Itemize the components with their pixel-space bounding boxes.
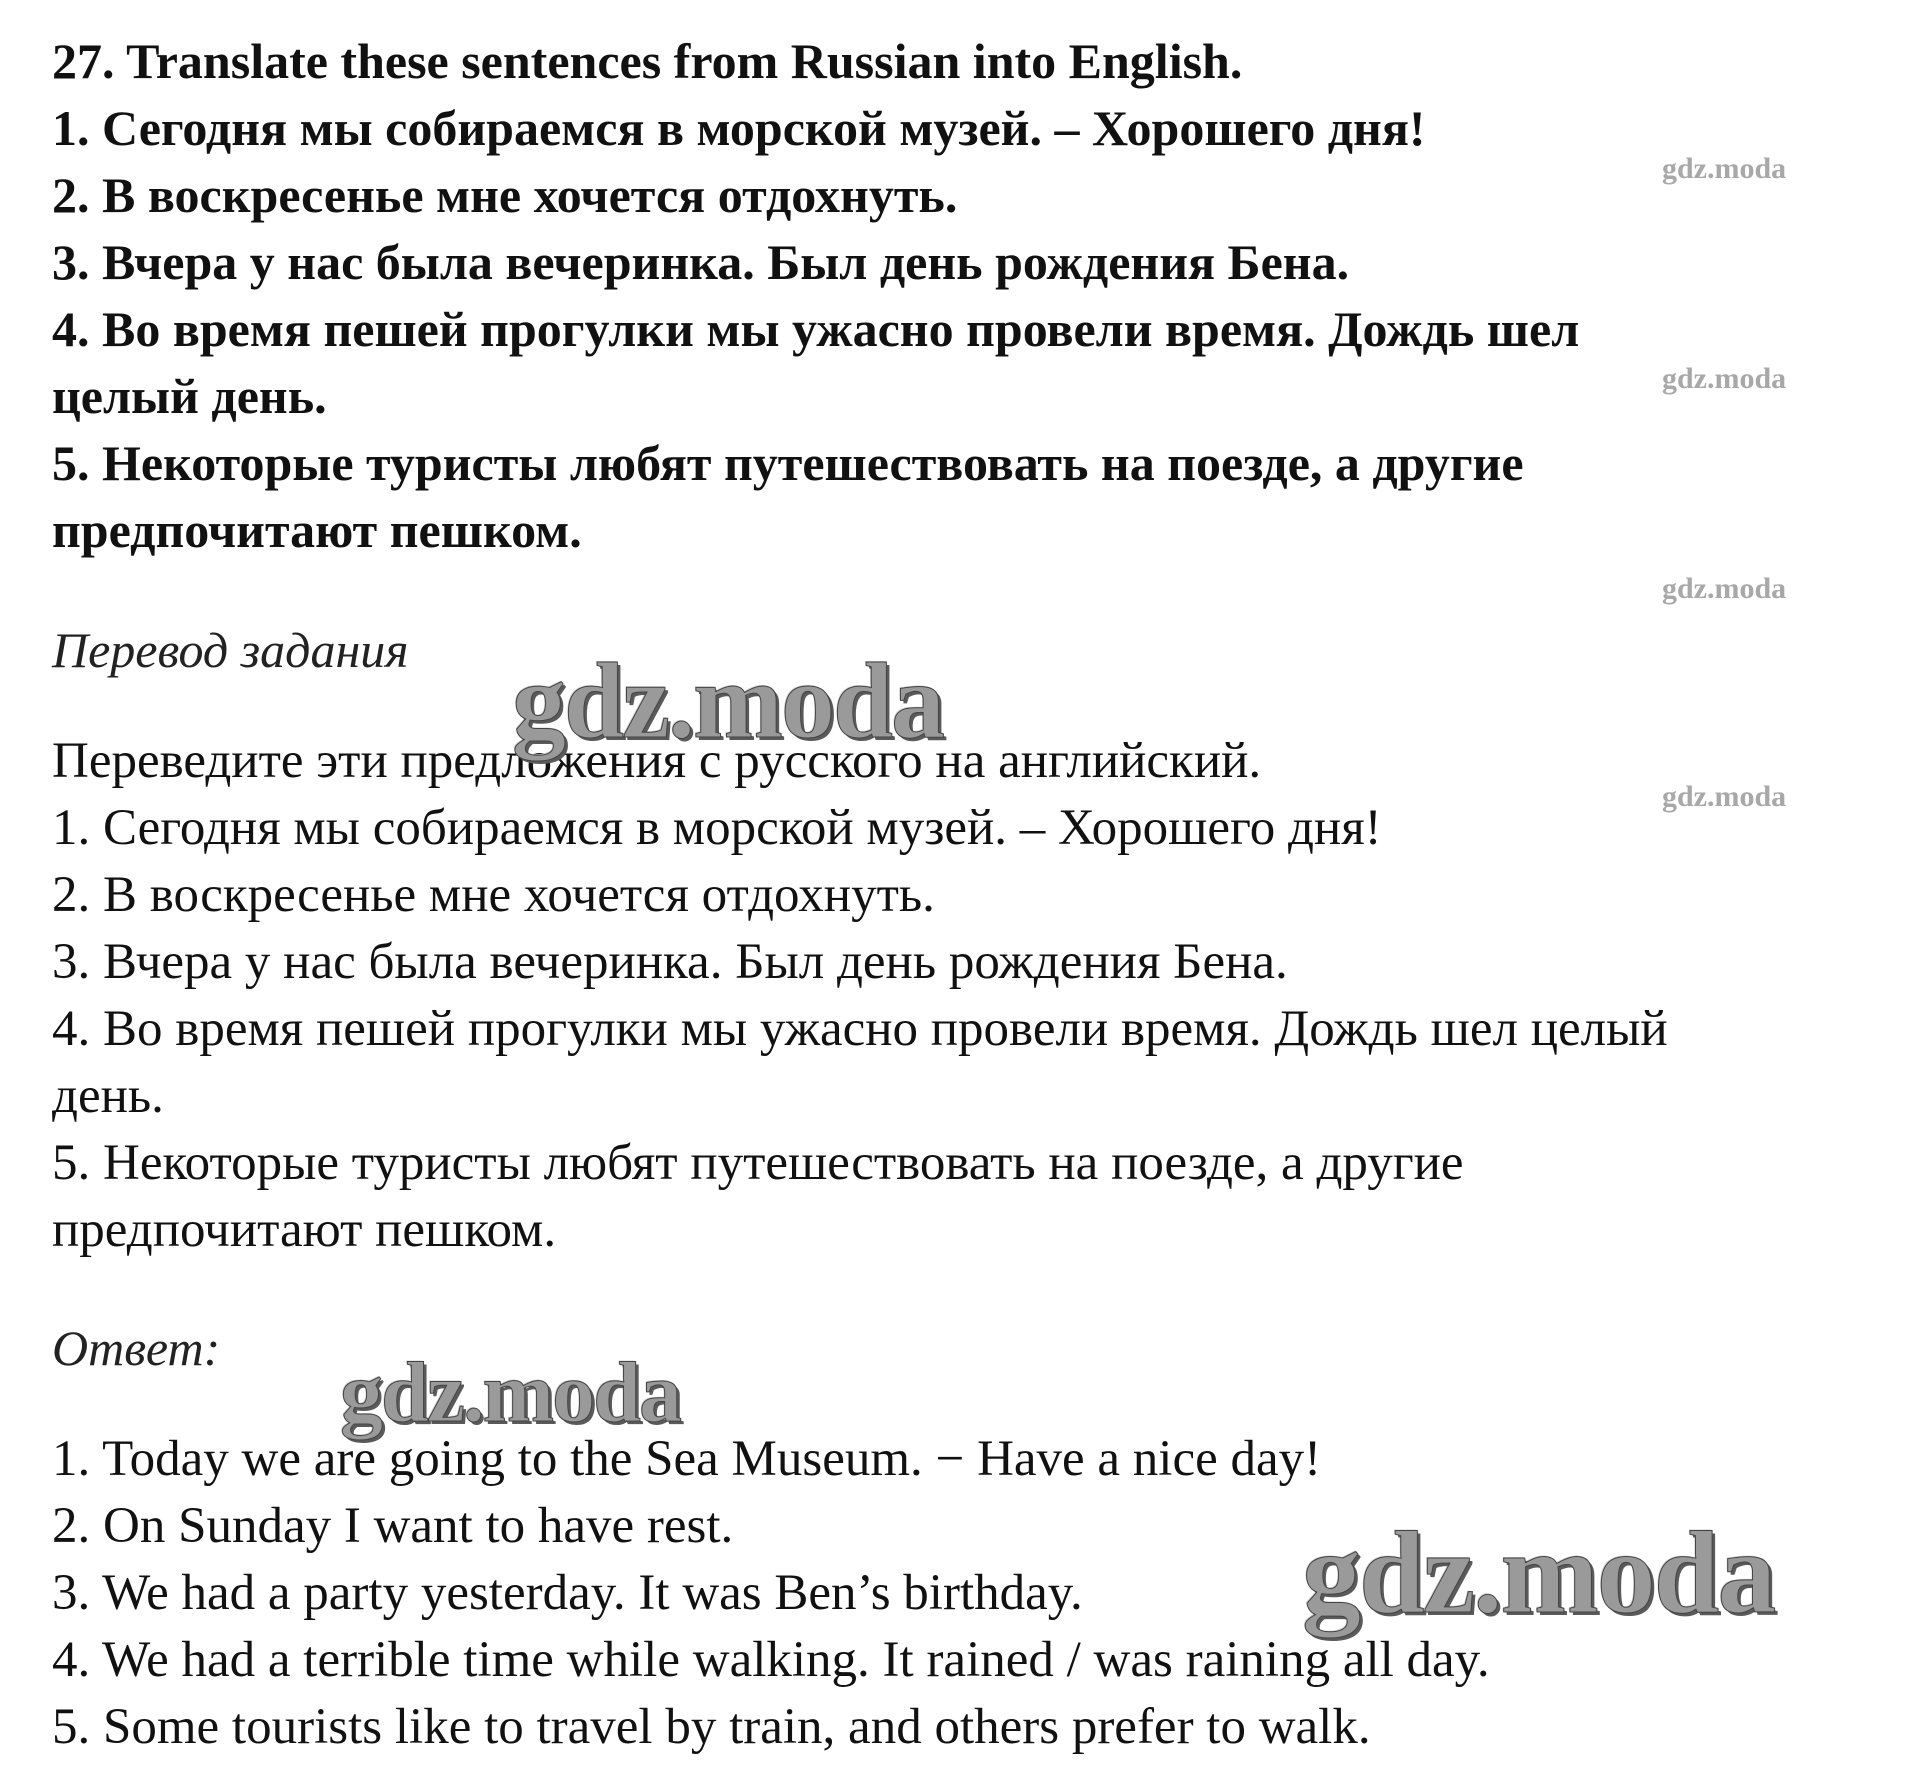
translation-line-5: 5. Некоторые туристы любят путешествовать на поезде, а другие [52, 1135, 1464, 1191]
translation-block [52, 728, 1922, 1264]
task-line-5-cont: предпочитают пешком. [52, 502, 582, 558]
translation-line-1: 1. Сегодня мы собираемся в морской музей. – Хорошего дня! [52, 800, 1382, 856]
watermark-small: gdz.moda [1662, 152, 1787, 185]
answer-line-4: 4. We had a terrible time while walking. It rained / was raining all day. [52, 1632, 1490, 1688]
task-line-4-cont: целый день. [52, 368, 327, 424]
answer-heading: Ответ: [52, 1320, 221, 1376]
translation-line-4: 4. Во время пешей прогулки мы ужасно провели время. Дождь шел целый [52, 1001, 1668, 1057]
translation-line-4-cont: день. [52, 1068, 164, 1124]
translation-intro: Переведите эти предложения с русского на английский. [52, 733, 1262, 789]
watermark-large: gdz.moda [1302, 1507, 1775, 1638]
answer-line-2: 2. On Sunday I want to have rest. [52, 1498, 734, 1554]
task-block [52, 28, 1912, 564]
watermark-small: gdz.moda [1662, 780, 1787, 813]
translation-line-5-cont: предпочитают пешком. [52, 1202, 557, 1258]
translation-line-2: 2. В воскресенье мне хочется отдохнуть. [52, 867, 935, 923]
task-line-3: 3. Вчера у нас была вечеринка. Был день рождения Бена. [52, 234, 1350, 290]
task-line-1: 1. Сегодня мы собираемся в морской музей. – Хорошего дня! [52, 100, 1426, 156]
watermark-small: gdz.moda [1662, 362, 1787, 395]
translation-heading: Перевод задания [52, 622, 409, 678]
watermark-large: gdz.moda [340, 1344, 680, 1440]
watermark-large: gdz.moda [512, 642, 944, 761]
task-line-2: 2. В воскресенье мне хочется отдохнуть. [52, 167, 958, 223]
answer-line-3: 3. We had a party yesterday. It was Ben’s birthday. [52, 1565, 1083, 1621]
answer-line-5: 5. Some tourists like to travel by train, and others prefer to walk. [52, 1699, 1371, 1755]
task-line-4: 4. Во время пешей прогулки мы ужасно провели время. Дождь шел [52, 301, 1580, 357]
translation-line-3: 3. Вчера у нас была вечеринка. Был день рождения Бена. [52, 934, 1288, 990]
answer-line-1: 1. Today we are going to the Sea Museum. − Have a nice day! [52, 1431, 1322, 1487]
watermark-small: gdz.moda [1662, 572, 1787, 605]
task-title: 27. Translate these sentences from Russian into English. [52, 33, 1243, 89]
task-line-5: 5. Некоторые туристы любят путешествовать на поезде, а другие [52, 435, 1524, 491]
